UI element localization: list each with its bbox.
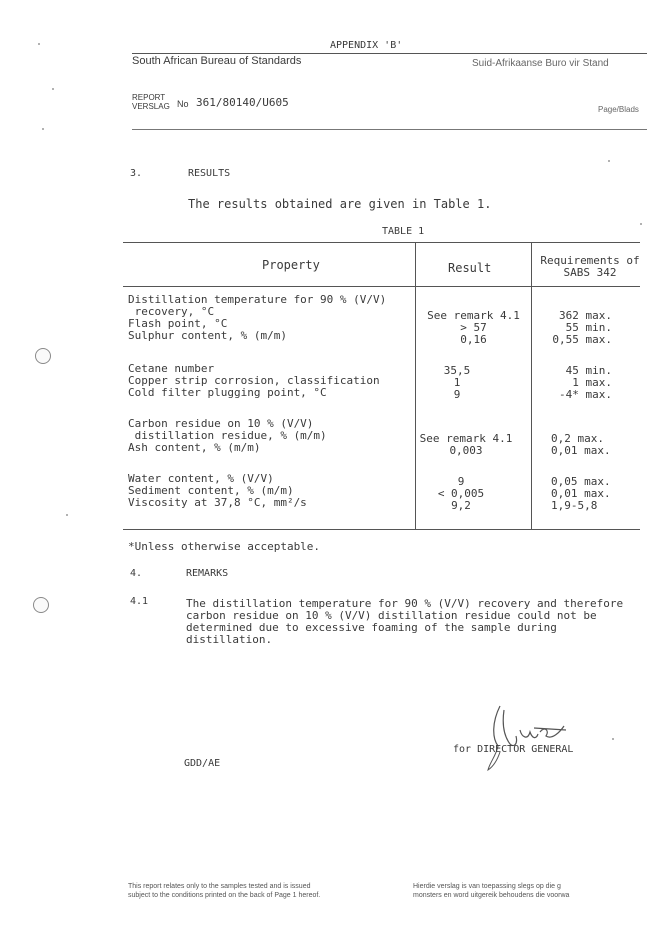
property-cell: Distillation temperature for 90 % (V/V)	[128, 293, 387, 306]
remark-4-1-number: 4.1	[130, 596, 149, 607]
scan-speck	[66, 514, 68, 516]
handwritten-signature	[476, 700, 576, 780]
result-cell: 9	[457, 475, 465, 488]
footer-english	[128, 882, 320, 900]
requirement-cell: 0,01 max.	[551, 444, 611, 457]
table-row-group-3-results	[416, 421, 516, 457]
footer-english-line1: This report relates only to the samples tested and is issued	[128, 883, 311, 890]
section-4-number: 4.	[130, 568, 143, 579]
requirement-cell: 45 min.	[565, 364, 612, 377]
requirement-cell: 362 max.	[559, 309, 612, 322]
property-cell: Cold filter plugging point, °C	[128, 386, 327, 399]
scan-speck	[42, 128, 44, 130]
table-header-property: Property	[262, 258, 320, 272]
result-cell: > 57	[460, 321, 487, 334]
result-cell: 0,16	[460, 333, 487, 346]
scan-speck	[608, 160, 610, 162]
table-row-group-1-properties	[128, 294, 386, 342]
result-cell: 0,003	[449, 444, 483, 457]
result-cell: 1	[453, 376, 461, 389]
result-cell: 9,2	[451, 499, 471, 512]
footer-afrikaans-line1: Hierdie verslag is van toepassing slegs op die g	[413, 883, 561, 890]
report-label-af: VERSLAG	[132, 102, 170, 111]
table-row-group-4-properties	[128, 473, 307, 509]
header-rule-top	[132, 53, 647, 54]
report-no-prefix: No	[177, 99, 189, 109]
property-cell: Viscosity at 37,8 °C, mm²/s	[128, 496, 307, 509]
table-row-group-1-requirements	[532, 298, 612, 346]
footer-afrikaans-line2: monsters en word uitgereik behoudens die voorwa	[413, 892, 570, 899]
report-label-en: REPORT	[132, 93, 166, 102]
table-rule-header	[123, 286, 640, 287]
scan-speck	[640, 223, 642, 225]
results-intro: The results obtained are given in Table 1.	[188, 197, 492, 211]
table-row-group-3-properties	[128, 418, 327, 454]
scan-speck	[612, 738, 614, 740]
requirement-cell: 1,9-5,8	[551, 499, 598, 512]
scan-speck	[52, 88, 54, 90]
punch-hole-bottom	[33, 597, 49, 613]
property-cell: Cetane number	[128, 362, 215, 375]
requirement-cell: 0,01 max.	[551, 487, 611, 500]
section-4-title: REMARKS	[186, 568, 229, 579]
report-number: 361/80140/U605	[196, 96, 289, 109]
table-row-group-2-results	[416, 365, 498, 401]
property-cell: recovery, °C	[128, 305, 215, 318]
result-cell: See remark 4.1	[419, 432, 513, 445]
result-cell: See remark 4.1	[427, 309, 520, 322]
requirements-header-line2: SABS 342	[563, 266, 617, 279]
remark-line: determined due to excessive foaming of the sample during	[186, 621, 557, 634]
requirement-cell: -4* max.	[559, 388, 612, 401]
table-title: TABLE 1	[382, 226, 425, 237]
page-label: Page/Blads	[598, 105, 639, 114]
property-cell: Carbon residue on 10 % (V/V)	[128, 417, 314, 430]
table-row-group-1-results	[416, 298, 531, 346]
footer-english-line2: subject to the conditions printed on the back of Page 1 hereof.	[128, 892, 321, 899]
table-header-requirements	[538, 255, 642, 279]
property-cell: Sediment content, % (m/m)	[128, 484, 294, 497]
requirement-cell: 0,55 max.	[552, 333, 612, 346]
appendix-label: APPENDIX 'B'	[330, 40, 403, 51]
requirement-cell: 55 min.	[565, 321, 612, 334]
property-cell: Water content, % (V/V)	[128, 472, 274, 485]
remark-line: carbon residue on 10 % (V/V) distillation residue could not be	[186, 609, 597, 622]
org-name-afrikaans: Suid-Afrikaanse Buro vir Stand	[472, 58, 609, 69]
table-header-result: Result	[448, 261, 492, 275]
property-cell: Sulphur content, % (m/m)	[128, 329, 287, 342]
remark-line: The distillation temperature for 90 % (V/V) recovery and therefore	[186, 597, 624, 610]
property-cell: Ash content, % (m/m)	[128, 441, 261, 454]
table-rule-bottom	[123, 529, 640, 530]
property-cell: distillation residue, % (m/m)	[128, 429, 327, 442]
table-row-group-4-requirements	[551, 476, 611, 512]
typist-initials: GDD/AE	[184, 758, 221, 769]
report-label	[132, 93, 170, 111]
table-row-group-3-requirements	[551, 421, 611, 457]
table-footnote: *Unless otherwise acceptable.	[128, 540, 321, 553]
footer-afrikaans	[413, 882, 569, 900]
section-3-title: RESULTS	[188, 168, 231, 179]
remark-4-1-text	[186, 598, 623, 646]
scan-speck	[38, 43, 40, 45]
requirement-cell: 1 max.	[572, 376, 612, 389]
remark-line: distillation.	[186, 633, 273, 646]
result-cell: < 0,005	[437, 487, 485, 500]
table-row-group-2-properties	[128, 363, 380, 399]
table-row-group-2-requirements	[532, 365, 612, 401]
org-name-english: South African Bureau of Standards	[132, 55, 302, 67]
result-cell: 9	[453, 388, 461, 401]
punch-hole-top	[35, 348, 51, 364]
table-rule-top	[123, 242, 640, 243]
table-row-group-4-results	[416, 476, 506, 512]
signature-label: for DIRECTOR GENERAL	[453, 744, 574, 755]
header-rule-bottom	[132, 129, 647, 130]
property-cell: Copper strip corrosion, classification	[128, 374, 380, 387]
property-cell: Flash point, °C	[128, 317, 228, 330]
requirements-header-line1: Requirements of	[540, 254, 640, 267]
result-cell: 35,5	[443, 364, 471, 377]
requirement-cell: 0,05 max.	[551, 475, 611, 488]
requirement-cell: 0,2 max.	[551, 432, 604, 445]
section-3-number: 3.	[130, 168, 143, 179]
